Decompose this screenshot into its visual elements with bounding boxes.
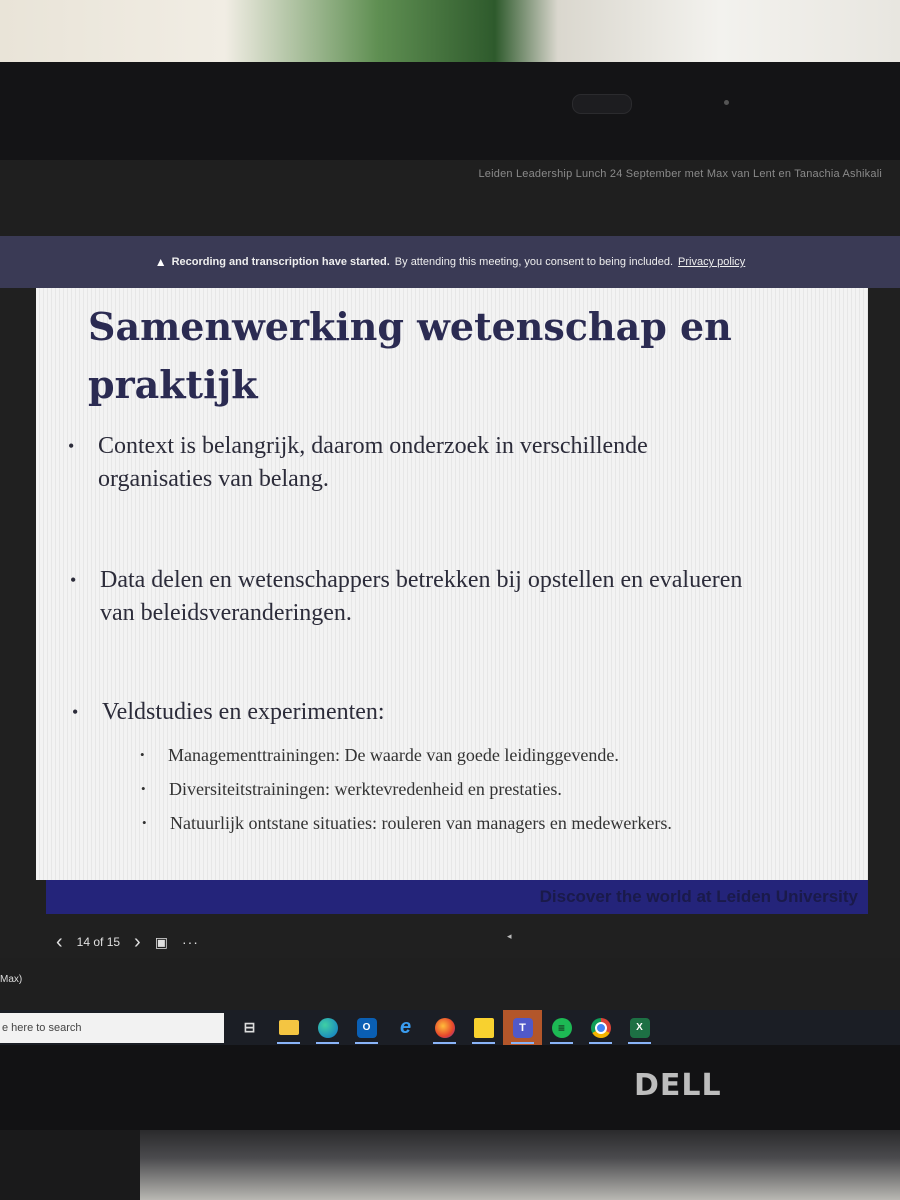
slide-sub-bullet (141, 778, 849, 800)
file-explorer-icon[interactable] (269, 1010, 308, 1045)
slide-bullet (72, 696, 762, 729)
sticky-notes-icon[interactable] (464, 1010, 503, 1045)
mouse-pointer-icon: ◂ (507, 931, 512, 941)
recording-notice-text: By attending this meeting, you consent to being included. (394, 256, 674, 268)
webcam-cover (572, 94, 632, 114)
grid-view-icon[interactable]: ▣ (154, 933, 168, 950)
chrome-icon[interactable] (581, 1010, 620, 1045)
bullet-text: Veldstudies en experimenten: (102, 699, 385, 725)
spotify-icon[interactable]: ≡ (542, 1010, 581, 1045)
slide-sub-bullet (140, 744, 848, 766)
bullet-text: Data delen en wetenschappers betrekken bij opstellen en evalueren van beleidsveranderingen. (100, 567, 743, 626)
presentation-stage (0, 288, 900, 958)
laptop-hinge (0, 1130, 140, 1200)
slide-sub-bullet (142, 812, 850, 834)
participant-caption: Max) (0, 974, 23, 985)
warning-icon: ▲ (154, 255, 167, 269)
edge-icon[interactable] (308, 1010, 347, 1045)
sub-bullet-dot: • (141, 781, 146, 796)
camera-light (724, 100, 729, 105)
bullet-dot: • (68, 436, 75, 456)
task-view-icon[interactable]: ⊟ (243, 1019, 256, 1035)
meeting-title: Leiden Leadership Lunch 24 September met Max van Lent en Tanachia Ashikali (478, 168, 882, 180)
sub-bullet-dot: • (142, 815, 147, 830)
slide-counter: 14 of 15 (76, 935, 121, 949)
taskbar-icons (230, 1010, 659, 1045)
next-slide-button[interactable]: › (134, 930, 141, 953)
excel-icon[interactable]: X (620, 1010, 659, 1045)
taskbar (0, 1010, 900, 1045)
bullet-dot: • (72, 702, 79, 722)
bullet-dot: • (70, 570, 77, 590)
sub-bullet-dot: • (140, 747, 145, 762)
slide-title: Samenwerking wetenschap en praktijk (88, 304, 732, 407)
slide-footer-bar (46, 880, 868, 914)
previous-slide-button[interactable]: ‹ (56, 930, 63, 953)
dell-logo: DELL (634, 1068, 722, 1103)
firefox-icon[interactable] (425, 1010, 464, 1045)
recording-notice-bold: Recording and transcription have started. (171, 256, 390, 268)
slide-footer-text: Discover the world at Leiden University (539, 887, 858, 906)
internet-explorer-icon[interactable]: e (399, 1016, 412, 1038)
sub-bullet-text: Managementtrainingen: De waarde van goede leidinggevende. (168, 745, 619, 765)
slide-navigation (56, 928, 199, 956)
taskbar-search-input[interactable]: e here to search (0, 1013, 224, 1043)
slide (36, 288, 868, 880)
privacy-policy-link[interactable]: Privacy policy (678, 256, 746, 268)
slide-bullet (70, 564, 760, 630)
outlook-icon[interactable]: O (347, 1010, 386, 1045)
slide-bullet (68, 430, 758, 496)
laptop-bottom-bezel (0, 1045, 900, 1130)
screen (0, 160, 900, 1045)
more-options-icon[interactable]: ··· (181, 934, 199, 950)
sub-bullet-text: Diversiteitstrainingen: werktevredenheid en prestaties. (169, 779, 562, 799)
sub-bullet-text: Natuurlijk ontstane situaties: rouleren van managers en medewerkers. (170, 813, 672, 833)
teams-icon[interactable]: T (503, 1010, 542, 1045)
recording-notice-bar (0, 236, 900, 288)
bullet-text: Context is belangrijk, daarom onderzoek in verschillende organisaties van belang. (98, 433, 648, 492)
